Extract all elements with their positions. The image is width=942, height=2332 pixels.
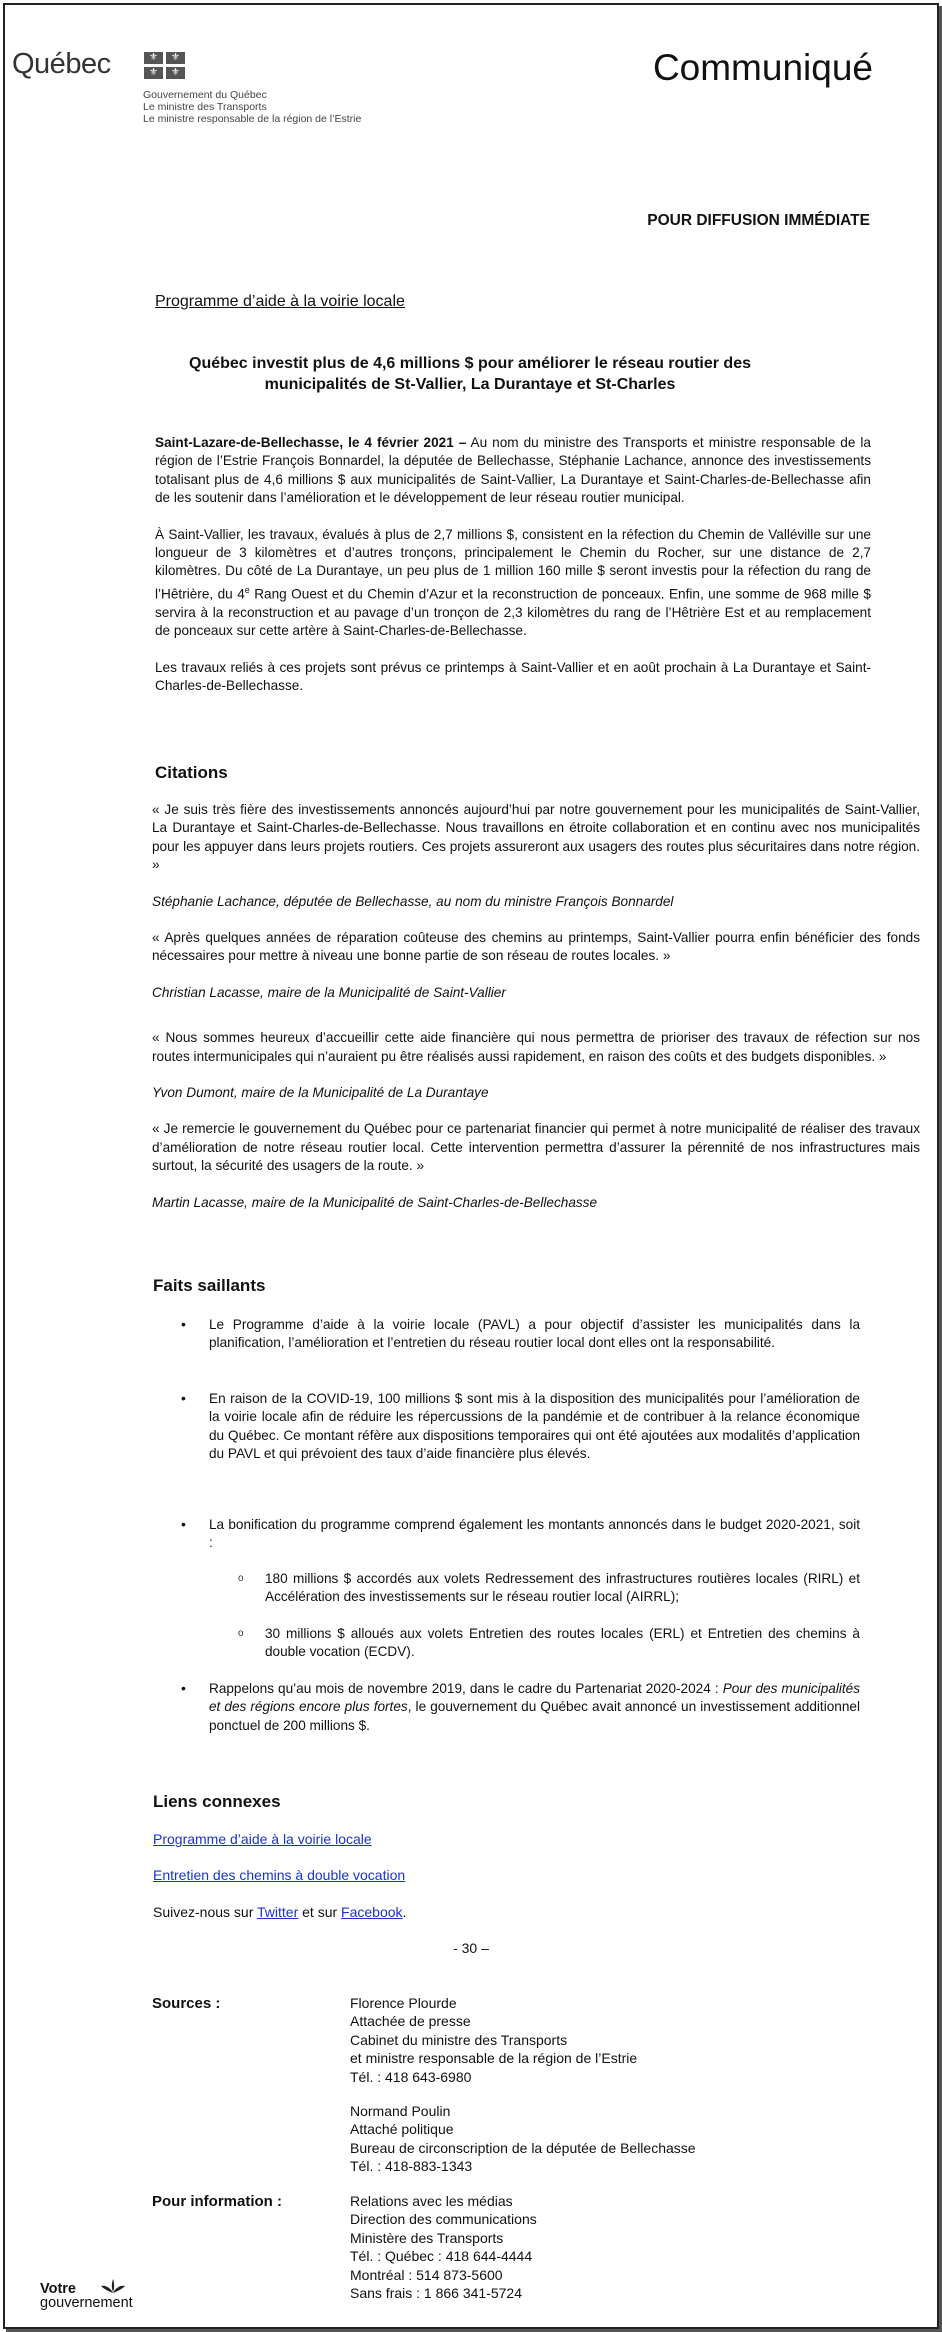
program-title: Programme d’aide à la voirie locale <box>155 293 405 310</box>
end-mark: - 30 – <box>453 1940 489 1956</box>
intro-text: Au nom du ministre des Transports et ministre responsable de la région de l’Estrie François Bonnardel, la députée de Bellechasse, Stéphanie Lachance, annonce des investissements totalisant plus de 4,6 millions $ aux municipalités de Saint-Vallier, La Durantaye et Saint-Charles-de-Bellechasse afin de les soutenir dans l’amélioration et le développement de leur réseau routier municipal. <box>155 435 871 506</box>
quote-christian-lacasse: « Après quelques années de réparation coûteuse des chemins au printemps, Saint-Vallier pourra enfin bénéficier des fonds nécessaires pour mettre à niveau une bonne partie de son réseau de routes locales. » <box>152 930 920 964</box>
bullet-icon: • <box>181 1516 186 1532</box>
bullet-icon: • <box>181 1316 186 1332</box>
attribution-lachance: Stéphanie Lachance, députée de Bellechasse, au nom du ministre François Bonnardel <box>152 893 674 909</box>
highlight-covid: En raison de la COVID-19, 100 millions $ sont mis à la disposition des municipalités pour l’amélioration de la voirie locale afin de réduire les répercussions de la pandémie et de contribuer à la relance économique du Québec. Ce montant réfère aux dispositions temporaires qui ont été ajoutées aux modalités d’application du PAVL et qui prévoient des taux d’aide financière plus élevés. <box>209 1391 860 1462</box>
intro-paragraph <box>155 434 871 508</box>
body-text <box>155 434 871 695</box>
diffusion-notice: POUR DIFFUSION IMMÉDIATE <box>647 212 870 229</box>
quote-dumont: « Nous sommes heureux d’accueillir cette aide financière qui nous permettra de prioriser des travaux de réfection sur nos routes intermunicipales qui n’auraient pu être réalisés aussi rapidement, en raison des coûts et des budgets disponibles. » <box>152 1030 920 1064</box>
bullet-icon: • <box>181 1680 186 1696</box>
gov-line-3: Le ministre responsable de la région de l’Estrie <box>143 113 362 125</box>
information-label: Pour information : <box>152 2193 282 2210</box>
link-programme-voirie[interactable]: Programme d’aide à la voirie locale <box>153 1831 372 1847</box>
citations-heading: Citations <box>155 763 228 782</box>
follow-us-line: Suivez-nous sur Twitter et sur Facebook. <box>153 1904 407 1920</box>
attribution-christian-lacasse: Christian Lacasse, maire de la Municipalité de Saint-Vallier <box>152 984 506 1000</box>
document-type-title: Communiqué <box>652 47 873 88</box>
bullet-icon: • <box>181 1390 186 1406</box>
details-paragraph: À Saint-Vallier, les travaux, évalués à plus de 2,7 millions $, consistent en la réfection du Chemin de Valléville sur une longueur de 3 kilomètres et d’autres tronçons, principalement le Chemin du Rocher, sur une distance de 2,7 kilomètres. Du côté de La Durantaye, un peu plus de 1 million 160 mille $ seront investis pour la réfection du rang de l’Hêtrière, du 4e Rang Ouest et du Chemin d’Azur et la reconstruction de ponceaux. Enfin, une somme de 968 mille $ servira à la reconstruction et au pavage d’un tronçon de 2,3 kilomètres du rang de l’Hêtrière Est et au remplacement de ponceaux sur cette artère à Saint-Charles-de-Bellechasse. <box>155 526 871 639</box>
attribution-dumont: Yvon Dumont, maire de la Municipalité de La Durantaye <box>152 1085 489 1101</box>
related-links-heading: Liens connexes <box>153 1792 281 1811</box>
highlight-budget-rirl: 180 millions $ accordés aux volets Redressement des infrastructures routières locales (RIRL) et Accélération des investissements sur le réseau routier local (AIRRL); <box>265 1571 860 1605</box>
highlights-heading: Faits saillants <box>153 1276 266 1295</box>
highlight-budget-erl: 30 millions $ alloués aux volets Entretien des routes locales (ERL) et Entretien des chemins à double vocation (ECDV). <box>265 1626 860 1660</box>
attribution-martin-lacasse: Martin Lacasse, maire de la Municipalité de Saint-Charles-de-Bellechasse <box>152 1194 598 1210</box>
highlight-partenariat: Rappelons qu’au mois de novembre 2019, dans le cadre du Partenariat 2020-2024 : Pour des municipalités et des régions encore plus fortes, le gouvernement du Québec avait annoncé un investissement additionnel ponctuel de 200 millions $. <box>209 1681 860 1733</box>
headline <box>150 353 790 395</box>
leaf-sprout-icon <box>100 2279 126 2293</box>
headline-line-2: municipalités de St-Vallier, La Durantaye et St-Charles <box>264 376 676 393</box>
link-entretien-chemins[interactable]: Entretien des chemins à double vocation <box>153 1867 406 1883</box>
gov-line-1: Gouvernement du Québec <box>143 89 267 101</box>
quebec-logo <box>12 48 111 81</box>
citations-block <box>152 801 920 1212</box>
contact-poulin: Normand Poulin Attaché politique Bureau de circonscription de la députée de Bellechasse Tél. : 418-883-1343 <box>350 2103 696 2175</box>
highlight-pavl: Le Programme d’aide à la voirie locale (PAVL) a pour objectif d’assister les municipalités dans la planification, l’amélioration et l’entretien du réseau routier local dont elles ont la responsabilité. <box>209 1317 860 1351</box>
government-lines <box>143 89 361 125</box>
dateline: Saint-Lazare-de-Bellechasse, le 4 février 2021 – <box>155 435 467 450</box>
votre-gouvernement-logo: Votre gouvernement <box>40 2281 133 2311</box>
link-facebook[interactable]: Facebook <box>341 1904 403 1920</box>
sources-label: Sources : <box>152 1995 221 2012</box>
logo-wordmark: Québec <box>12 48 111 80</box>
contact-media-relations: Relations avec les médias Direction des communications Ministère des Transports Tél. : Québec : 418 644-4444 Montréal : 514 873-5600 Sans frais : 1 866 341-5724 <box>350 2193 537 2302</box>
schedule-paragraph: Les travaux reliés à ces projets sont prévus ce printemps à Saint-Vallier et en août prochain à La Durantaye et Saint-Charles-de-Bellechasse. <box>155 659 871 693</box>
sub-bullet-icon: o <box>238 1573 244 1584</box>
link-twitter[interactable]: Twitter <box>257 1904 299 1920</box>
contact-plourde: Florence Plourde Attachée de presse Cabinet du ministre des Transports et ministre responsable de la région de l’Estrie Tél. : 418 643-6980 <box>350 1995 638 2085</box>
quote-lachance: « Je suis très fière des investissements annoncés aujourd’hui par notre gouvernement pour les municipalités de Saint-Vallier, La Durantaye et Saint-Charles-de-Bellechasse. Nous travaillons en étroite collaboration et en continu avec nos municipalités pour les appuyer dans leurs projets routiers. Ces projets assureront aux usagers des routes plus sécuritaires dans notre région. » <box>152 802 920 873</box>
gov-line-2: Le ministre des Transports <box>143 101 267 113</box>
quote-martin-lacasse: « Je remercie le gouvernement du Québec pour ce partenariat financier qui permet à notre municipalité de réaliser des travaux d’amélioration de notre réseau routier local. Cette intervention permettra d’assurer la pérennité de nos infrastructures mais surtout, la sécurité des usagers de la route. » <box>152 1121 920 1174</box>
highlight-budget: La bonification du programme comprend également les montants annoncés dans le budget 2020-2021, soit : <box>209 1517 860 1551</box>
fleur-de-lis-flag-icon: ⚜ ⚜ ⚜ ⚜ <box>144 52 185 79</box>
sub-bullet-icon: o <box>238 1628 244 1639</box>
headline-line-1: Québec investit plus de 4,6 millions $ pour améliorer le réseau routier des <box>189 355 751 372</box>
